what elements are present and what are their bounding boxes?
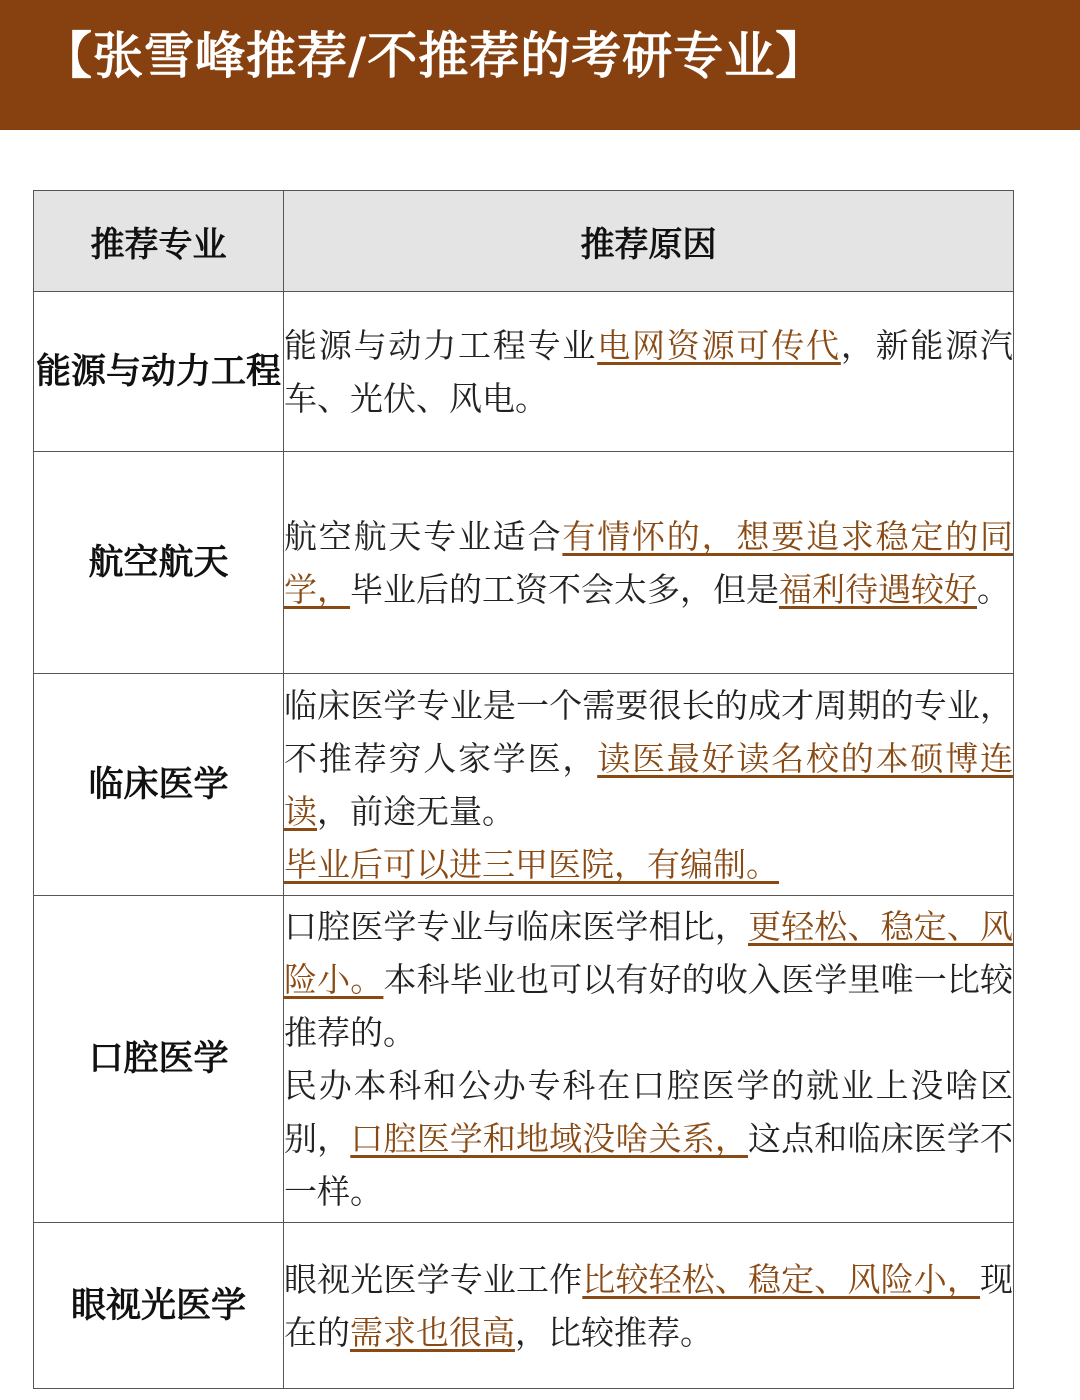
highlighted-text: 读医最好读名校的本硕博连读 [284, 738, 1014, 831]
column-header-reason: 推荐原因 [284, 191, 1014, 292]
major-name: 临床医学 [34, 674, 284, 896]
reason-text: 能源与动力工程专业 [284, 325, 598, 365]
table-row [34, 896, 1014, 1223]
highlighted-text: 更轻松、稳定、风险小。 [284, 907, 1014, 999]
major-reason [284, 292, 1014, 452]
major-reason [284, 896, 1014, 1223]
major-name: 能源与动力工程 [34, 292, 284, 452]
reason-text: 现在的 [284, 1259, 1014, 1352]
reason-text: 毕业后的工资不会太多，但是 [350, 569, 779, 609]
reason-text: ，新能源汽车、光伏、风电。 [284, 325, 1014, 418]
major-name: 眼视光医学 [34, 1223, 284, 1389]
reason-text: 。 [977, 569, 1010, 609]
reason-text: 临床医学专业是一个需要很长的成才周期的专业，不推荐穷人家学医， [284, 685, 1013, 778]
major-reason [284, 1223, 1014, 1389]
reason-text: ，前途无量。 [317, 791, 515, 831]
highlighted-text: 有情怀的，想要追求稳定的同学， [284, 516, 1014, 609]
reason-text: 航空航天专业适合 [284, 516, 563, 556]
major-name: 口腔医学 [34, 896, 284, 1223]
reason-text: ，比较推荐。 [515, 1312, 713, 1352]
highlighted-text: 电网资源可传代 [597, 325, 841, 365]
major-reason [284, 674, 1014, 896]
column-header-major: 推荐专业 [34, 191, 284, 292]
highlighted-text: 口腔医学和地域没啥关系， [350, 1119, 749, 1158]
reason-text: 这点和临床医学不一样。 [284, 1119, 1014, 1211]
reason-text: 眼视光医学专业工作 [284, 1259, 583, 1299]
table-header-row [34, 191, 1014, 292]
reason-text: 民办本科和公办专科在口腔医学的就业上没啥区别， [284, 1066, 1013, 1158]
page-title: 【张雪峰推荐/不推荐的考研专业】 [42, 27, 827, 85]
header-banner [0, 0, 1080, 130]
majors-table [33, 190, 1014, 1389]
table-row [34, 452, 1014, 674]
table-row [34, 674, 1014, 896]
major-name: 航空航天 [34, 452, 284, 674]
table-row [34, 292, 1014, 452]
reason-text: 口腔医学专业与临床医学相比， [284, 907, 748, 946]
table-row [34, 1223, 1014, 1389]
highlighted-text: 福利待遇较好 [779, 569, 977, 609]
reason-text: 本科毕业也可以有好的收入医学里唯一比较推荐的。 [284, 960, 1014, 1052]
major-reason [284, 452, 1014, 674]
highlighted-text: 需求也很高 [350, 1312, 515, 1352]
highlighted-text: 毕业后可以进三甲医院，有编制。 [284, 844, 779, 884]
highlighted-text: 比较轻松、稳定、风险小， [582, 1259, 981, 1299]
